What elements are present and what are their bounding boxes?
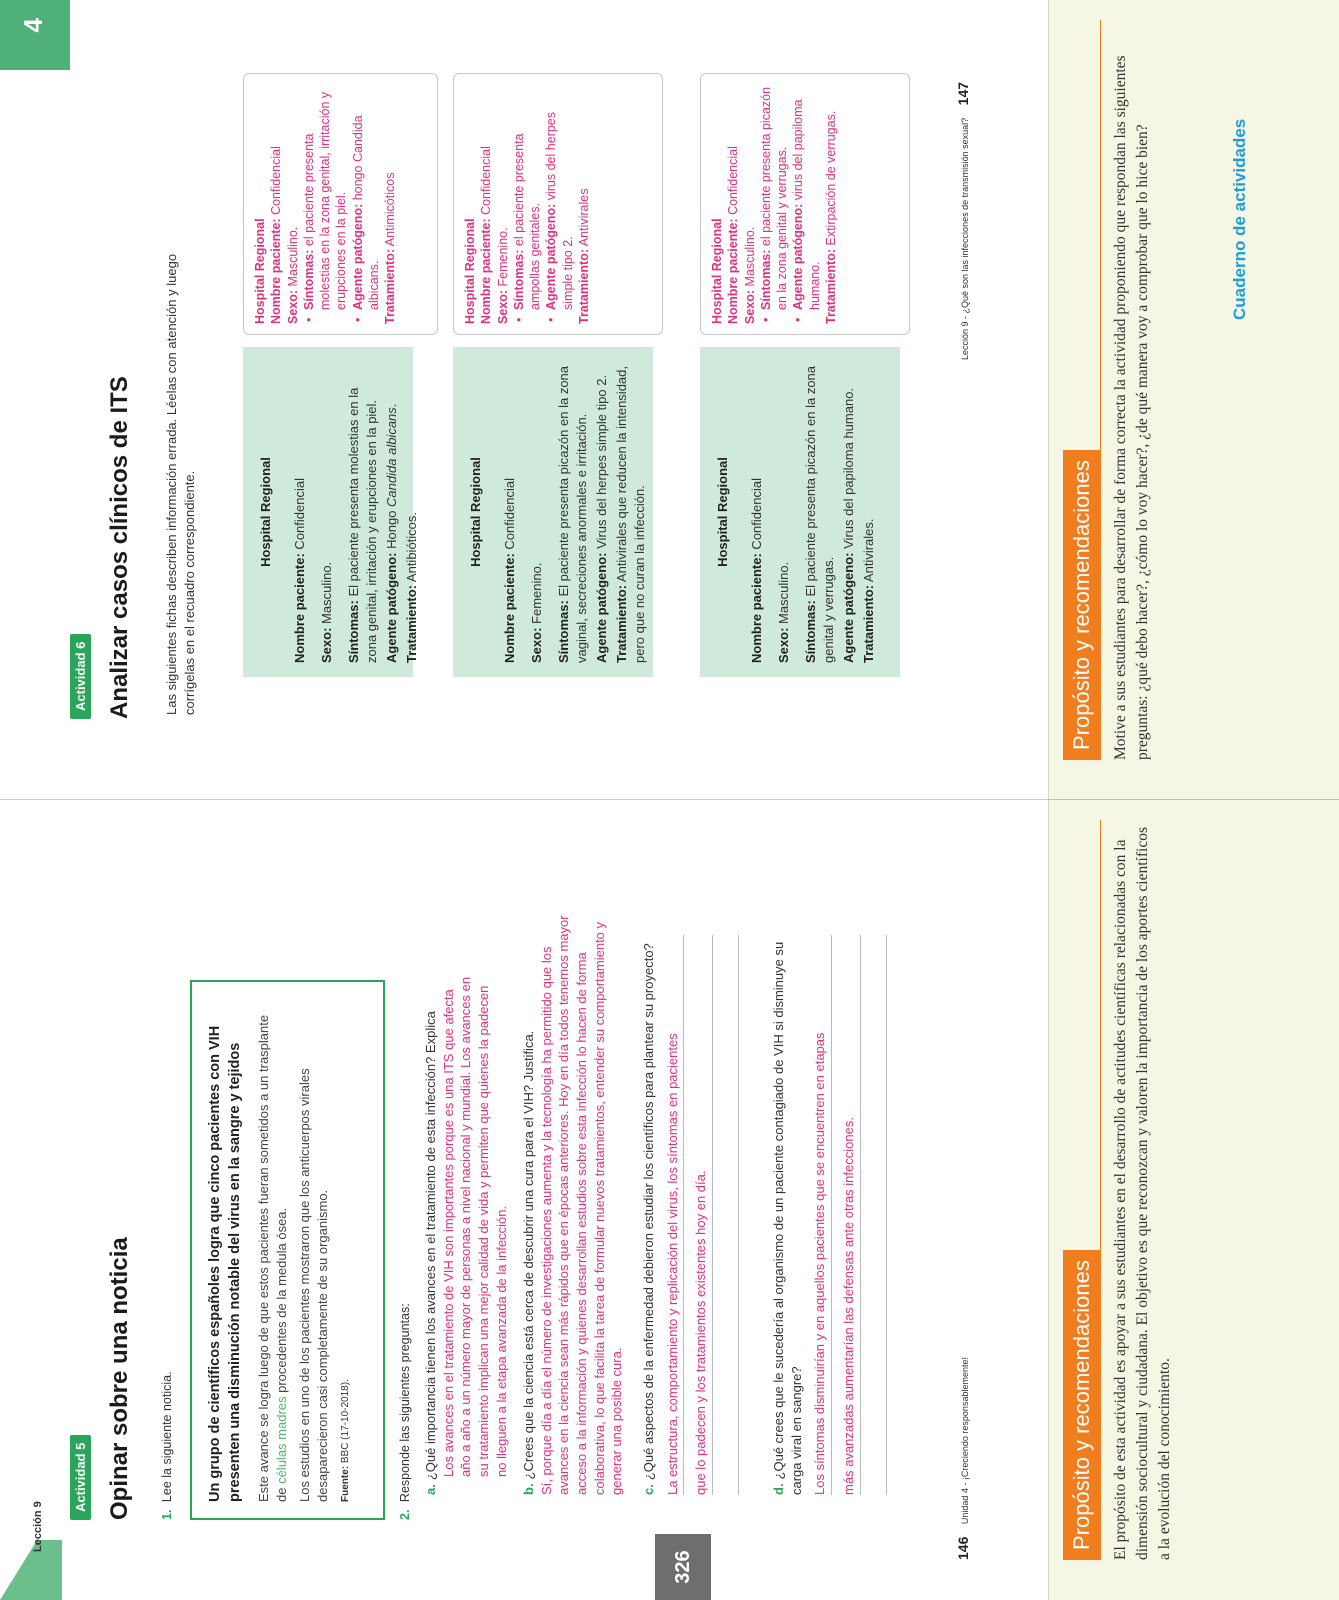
corr-field-sex (285, 84, 301, 324)
page-number: 147 (955, 81, 971, 106)
blank-answer-line (721, 935, 739, 1495)
field-value: Extirpación de verrugas. (823, 110, 838, 246)
corr-field-treatment (576, 84, 592, 324)
news-headline: Un grupo de científicos españoles logra que cinco pacientes con VIH presenten una disminución notable del virus en la sangre y tejidos (207, 1025, 243, 1502)
activity-notebook-link[interactable]: Cuaderno de actividades (1230, 118, 1249, 320)
card-field-treatment (860, 361, 878, 663)
unit-corner-tab (0, 1540, 62, 1600)
field-value: el paciente presenta picazón en la zona genital y verrugas. (758, 86, 789, 310)
question-b (520, 895, 626, 1495)
question-text (640, 935, 658, 1495)
field-value: virus del herpes simple tipo 2. (544, 112, 575, 310)
card-field-name (748, 361, 766, 663)
field-value: Masculino. (285, 226, 300, 287)
corr-bullets (511, 84, 576, 324)
card-header: Hospital Regional (468, 457, 483, 567)
field-value: Masculino. (318, 561, 334, 624)
field-label: Síntomas: (345, 600, 361, 663)
step-number: 1. (160, 1509, 174, 1520)
corr-field-treatment (823, 84, 839, 324)
question-d (770, 935, 895, 1495)
question-prompt: ¿Crees que la ciencia está cerca de descubrir una cura para el VIH? Justifica. (521, 1030, 536, 1480)
field-label: Agente patógeno: (383, 552, 399, 663)
news-source (339, 998, 353, 1502)
page-146 (0, 800, 1048, 1600)
card-header: Hospital Regional (258, 457, 273, 567)
corr-field-name (268, 84, 284, 324)
field-label: Tratamiento: (823, 248, 838, 324)
correction-card-1 (243, 73, 438, 335)
corr-field-symptoms (301, 84, 350, 324)
field-label: Síntomas: (758, 249, 773, 310)
footer-text: Lección 9 - ¿Qué son las infecciones de transmisión sexual? (960, 117, 970, 360)
field-label: Agente patógeno: (791, 203, 806, 310)
question-letter: b. (521, 1483, 536, 1495)
lesson-label: Lección 9 (32, 1501, 44, 1552)
blank-answer-line (869, 935, 887, 1495)
question-prompt: ¿Qué crees que le sucedería al organismo de un paciente contagiado de VIH si disminuye su carga viral en sangre? (771, 941, 804, 1495)
field-label: Sexo: (775, 627, 791, 663)
card-field-sex (528, 361, 546, 663)
corr-field-name (725, 84, 741, 324)
field-value: Masculino. (742, 226, 757, 287)
unit-corner-tab (0, 0, 70, 70)
field-value: Hongo (383, 506, 399, 549)
field-label: Sexo: (318, 627, 334, 663)
answer-text: Sí, porque día a día el número de investigaciones aumenta y la tecnología ha permitido que los avances en la ciencia sean más rápidos que en épocas anteriores. Hoy en día todos tenemos mayor acceso a la información y quienes desarrollan estudios sobre esta infección lo hacen de forma colaborativa, lo que facilita la tarea de formular nuevos tratamientos, entender su comportamiento y generar una posible cura. (538, 915, 625, 1495)
card-header: Hospital Regional (710, 218, 724, 324)
card-field-name (291, 361, 309, 663)
card-field-sex (775, 361, 793, 663)
field-label: Agente patógeno: (544, 203, 559, 310)
field-value: Antivirales (576, 188, 591, 247)
page-footer (955, 1357, 971, 1560)
card-field-agent (593, 361, 611, 663)
highlighted-term: células madres (273, 1396, 289, 1484)
field-label: Agente patógeno: (593, 552, 609, 663)
field-value-italic: Candida albicans (383, 407, 399, 507)
field-value: Confidencial (479, 146, 494, 215)
field-value: Virus del herpes simple tipo 2. (593, 374, 609, 549)
field-value: El paciente presenta picazón en la zona genital y verrugas. (802, 365, 836, 663)
field-value: Confidencial (291, 478, 307, 550)
card-field-name (501, 361, 519, 663)
footer-text: Unidad 4 - ¡Creciendo responsablemente! (960, 1357, 970, 1525)
clinical-card-2 (453, 347, 653, 677)
question-prompt: ¿Qué aspectos de la enfermedad debieron estudiar los científicos para plantear su proyecto? (641, 943, 656, 1481)
corr-field-agent (790, 84, 823, 324)
field-value: Masculino. (775, 561, 791, 624)
activity-title: Opinar sobre una noticia (106, 1237, 133, 1520)
corr-bullets (758, 84, 823, 324)
step-1 (160, 1371, 174, 1520)
question-text (770, 935, 805, 1495)
field-value: virus del papiloma humano. (791, 99, 822, 310)
field-label: Nombre paciente: (479, 218, 494, 324)
activity-badge: Actividad 6 (70, 634, 91, 719)
field-value: Confidencial (748, 478, 764, 550)
step-text: Lee la siguiente noticia. (160, 1371, 174, 1503)
answer-line-2: más avanzadas aumentarían las defensas ante otras infecciones. (840, 935, 861, 1495)
purpose-text-left: El propósito de esta actividad es apoyar a sus estudiantes en el desarrollo de actitudes científicas relacionadas con la dimensión sociocultural y ciudadana. El objetivo es que reconozcan y valoren la importancia de los aportes científicos a la evolución del conocimiento. (1112, 827, 1173, 1560)
clinical-card-1 (243, 347, 419, 677)
field-value: . (383, 403, 399, 408)
teacher-panel-divider (1048, 799, 1339, 800)
source-text: BBC (17-10-2018). (340, 1379, 352, 1464)
question-prompt: ¿Qué importancia tienen los avances en el tratamiento de esta infección? Explica (423, 1011, 438, 1481)
field-label: Agente patógeno: (840, 552, 856, 663)
question-letter: a. (423, 1484, 438, 1495)
page-divider (0, 799, 1048, 800)
card-field-treatment (613, 361, 649, 663)
card-field-treatment (403, 361, 421, 663)
field-value: Femenino. (495, 227, 510, 287)
question-c (640, 935, 747, 1495)
field-value: Antivirales. (860, 518, 876, 583)
field-label: Síntomas: (301, 249, 316, 310)
teacher-guide-page-marker: 326 (655, 1534, 711, 1600)
field-label: Síntomas: (555, 600, 571, 663)
field-value: Antimicóticos (383, 172, 397, 247)
activity-badge: Actividad 5 (70, 1435, 91, 1520)
field-value: El paciente presenta picazón en la zona vaginal, secreciones anormales e irritación. (555, 365, 589, 663)
card-header: Hospital Regional (463, 218, 477, 324)
field-value: el paciente presenta molestias en la zona genital, irritación y erupciones en la piel. (301, 91, 349, 310)
card-field-agent (840, 361, 858, 663)
card-field-agent (383, 361, 401, 663)
corr-field-symptoms (758, 84, 791, 324)
news-text: procedentes de la medula ósea. (273, 1207, 289, 1397)
field-label: Tratamiento: (613, 584, 629, 663)
field-label: Nombre paciente: (291, 553, 307, 663)
question-letter: d. (771, 1483, 786, 1495)
field-label: Tratamiento: (383, 248, 397, 324)
field-label: Síntomas: (802, 600, 818, 663)
corr-field-sex (742, 84, 758, 324)
card-field-sex (318, 361, 336, 663)
field-label: Nombre paciente: (269, 218, 284, 324)
card-header: Hospital Regional (253, 218, 267, 324)
question-a (422, 975, 510, 1495)
step-number: 2. (398, 1509, 412, 1520)
field-label: Nombre paciente: (748, 553, 764, 663)
question-text (422, 975, 440, 1495)
source-label: Fuente: (340, 1465, 352, 1502)
field-value: Virus del papiloma humano. (840, 387, 856, 549)
field-label: Tratamiento: (576, 248, 591, 324)
corr-field-treatment (382, 84, 398, 324)
answer-line-1: La estructura, comportamiento y replicación del virus, los síntomas en pacientes (664, 935, 685, 1495)
answer-text: Los avances en el tratamiento de VIH son importantes porque es una ITS que afecta año a año a un número mayor de personas a nivel nacional y mundial. Los avances en su tratamiento implican una mejor calidad de vida y permiten que quienes la padecen no lleguen a la etapa avanzada de la infección. (440, 976, 509, 1477)
field-value: Antibióticos. (403, 511, 419, 583)
field-label: Sexo: (285, 289, 300, 324)
field-label: Sexo: (528, 627, 544, 663)
clinical-card-3 (700, 347, 900, 677)
page-footer (955, 82, 971, 360)
corr-field-agent (543, 84, 576, 324)
corr-field-symptoms (511, 84, 544, 324)
corr-bullets (301, 84, 382, 324)
heading-rule (1100, 20, 1101, 760)
correction-card-2 (453, 73, 663, 335)
field-label: Agente patógeno: (350, 203, 365, 310)
field-label: Nombre paciente: (501, 553, 517, 663)
unit-number: 4 (18, 18, 48, 33)
corr-field-agent (350, 84, 383, 324)
question-letter: c. (641, 1484, 656, 1495)
field-value: Femenino. (528, 562, 544, 624)
news-text: Este avance se logra luego de que estos pacientes fueran sometidos a un trasplante de (256, 1014, 289, 1502)
news-box (190, 980, 385, 1520)
field-value: Confidencial (726, 146, 741, 215)
field-label: Nombre paciente: (726, 218, 741, 324)
purpose-text-right: Motive a sus estudiantes para desarrollar de forma correcta la actividad proponiendo que respondan las siguientes preguntas: ¿qué debo hacer?, ¿cómo lo voy hacer?, ¿de qué manera voy a comprobar que lo hice bien? (1112, 55, 1151, 760)
answer-line-1: Los síntomas disminuirían y en aquellos pacientes que se encuentren en etapas (811, 935, 832, 1495)
card-field-symptoms (802, 361, 838, 663)
field-value: el paciente presenta ampollas genitales. (511, 133, 542, 310)
page-number: 146 (955, 1536, 971, 1560)
field-label: Tratamiento: (403, 584, 419, 663)
field-value: hongo Candida albicans. (350, 115, 381, 310)
card-field-symptoms (345, 361, 381, 663)
activity-instructions: Las siguientes fichas describen información errada. Léelas con atención y luego corrígelas en el recuadro correspondiente. (164, 253, 197, 715)
step-text: Responde las siguientes preguntas: (398, 1303, 412, 1503)
card-field-symptoms (555, 361, 591, 663)
news-paragraph-2: Los estudios en uno de los pacientes mostraron que los anticuerpos virales desaparecieron casi completamente de su organismo. (297, 1068, 330, 1502)
heading-rule (1100, 820, 1101, 1560)
field-value: Antivirales que reducen la intensidad, pero que no curan la infección. (613, 365, 647, 663)
purpose-heading-right: Propósito y recomendaciones (1063, 450, 1101, 760)
field-label: Sexo: (742, 289, 757, 324)
field-value: Confidencial (269, 146, 284, 215)
news-paragraph-1 (255, 998, 290, 1502)
corr-field-name (478, 84, 494, 324)
field-value: Confidencial (501, 478, 517, 550)
card-header: Hospital Regional (715, 457, 730, 567)
field-label: Síntomas: (511, 249, 526, 310)
answer-line-2: que lo padecen y los tratamientos existentes hoy en día. (692, 935, 713, 1495)
activity-title: Analizar casos clínicos de ITS (106, 376, 133, 719)
purpose-heading-left: Propósito y recomendaciones (1063, 1250, 1101, 1560)
step-2 (398, 1303, 412, 1520)
question-text (520, 895, 538, 1495)
field-value: El paciente presenta molestias en la zona genital, irritación y erupciones en la piel. (345, 387, 379, 663)
correction-card-3 (700, 73, 910, 335)
corr-field-sex (495, 84, 511, 324)
field-label: Tratamiento: (860, 584, 876, 663)
field-label: Sexo: (495, 289, 510, 324)
